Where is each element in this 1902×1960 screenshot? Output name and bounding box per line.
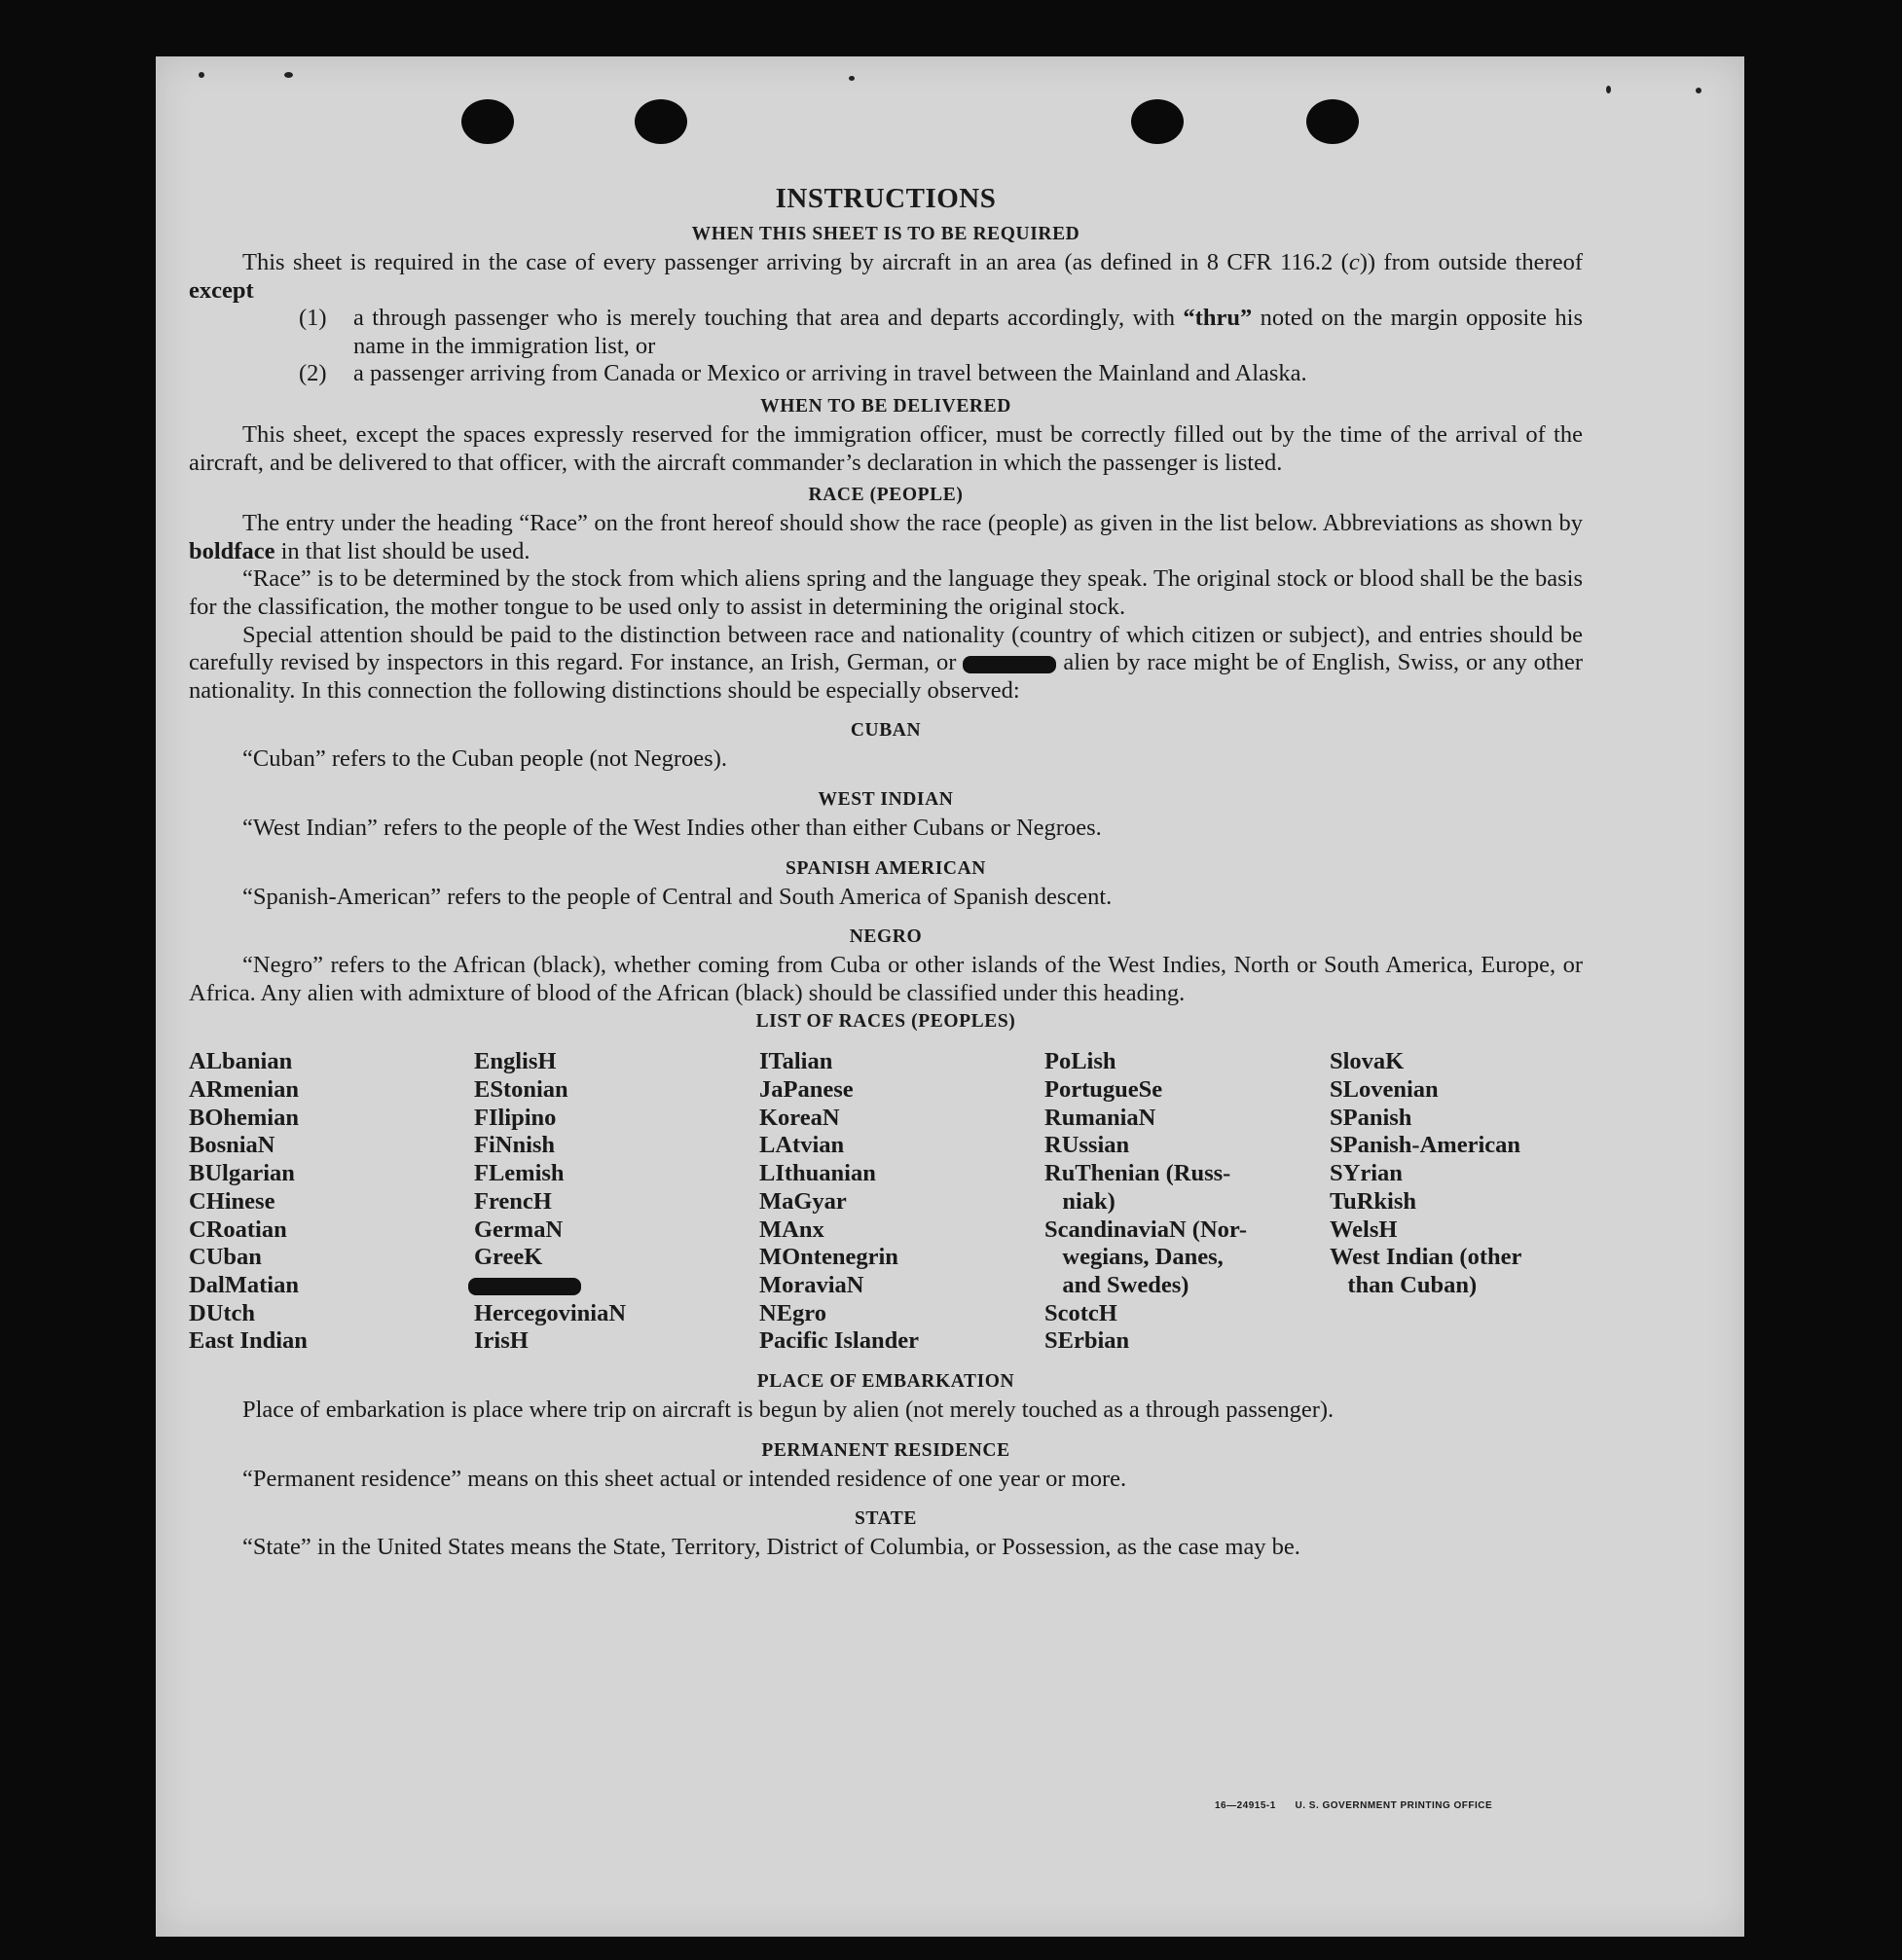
race-entry: FrencH	[474, 1187, 552, 1215]
section-heading: PERMANENT RESIDENCE	[761, 1439, 1010, 1461]
race-column	[1330, 1048, 1583, 1356]
text: boldface	[189, 537, 275, 564]
race-entry: SYrian	[1330, 1160, 1403, 1187]
text: “thru”	[1183, 305, 1253, 332]
race-entry: RuThenian (Russ-	[1044, 1160, 1231, 1187]
race-column	[189, 1048, 474, 1356]
paragraph	[189, 249, 1583, 305]
race-entry: MaGyar	[759, 1187, 847, 1215]
speck	[199, 72, 204, 78]
race-list	[189, 1048, 1583, 1356]
race-entry: EnglisH	[474, 1048, 557, 1075]
race-entry: MOntenegrin	[759, 1244, 898, 1271]
race-entry: EStonian	[474, 1075, 568, 1103]
race-entry: GreeK	[474, 1244, 543, 1271]
race-entry: MAnx	[759, 1216, 824, 1243]
race-entry: PortugueSe	[1044, 1075, 1163, 1103]
race-entry: RUssian	[1044, 1132, 1130, 1159]
list-item	[189, 360, 1583, 388]
race-entry: LIthuanian	[759, 1160, 876, 1187]
race-entry: IrisH	[474, 1327, 529, 1355]
instructions-content	[189, 181, 1583, 1562]
text: Special attention should be paid to the distinction between race and nationality (country of which citizen or subject), and entries should be carefully revised by inspectors in this regard. For instance, an Irish, German, or	[189, 621, 1583, 676]
redaction-mark	[468, 1278, 581, 1295]
speck	[1696, 88, 1701, 93]
race-entry: BOhemian	[189, 1104, 299, 1131]
race-entry: DUtch	[189, 1299, 256, 1326]
race-entry: ALbanian	[189, 1048, 293, 1075]
race-entry: CUban	[189, 1244, 262, 1271]
race-entry: ScandinaviaN (Nor-	[1044, 1216, 1248, 1243]
race-entry: SLovenian	[1330, 1075, 1439, 1103]
race-entry: HercegoviniaN	[474, 1299, 627, 1326]
race-entry: JaPanese	[759, 1075, 854, 1103]
paragraph: “Race” is to be determined by the stock from which aliens spring and the language they speak. The original stock or blood shall be the basis for the classification, the mother tongue to be used only to assist in determining the original stock.	[189, 565, 1583, 620]
race-entry: and Swedes)	[1044, 1271, 1189, 1298]
paragraph: “Permanent residence” means on this sheet actual or intended residence of one year or more.	[242, 1465, 1127, 1492]
punch-hole	[1131, 99, 1184, 144]
section-heading: WHEN THIS SHEET IS TO BE REQUIRED	[691, 224, 1080, 244]
section-heading: NEGRO	[849, 926, 923, 948]
paragraph: “State” in the United States means the State, Territory, District of Columbia, or Possession, as the case may be.	[242, 1534, 1300, 1561]
paragraph: “Cuban” refers to the Cuban people (not Negroes).	[242, 745, 727, 773]
text: The entry under the heading “Race” on the front hereof should show the race (people) as given in the list below. Abbreviations as shown by	[242, 510, 1583, 537]
race-column	[759, 1048, 1044, 1356]
race-entry: KoreaN	[759, 1104, 840, 1131]
redaction-mark	[963, 656, 1056, 673]
text: This sheet is required in the case of every passenger arriving by aircraft in an area (as defined in 8 CFR 116.2 (	[242, 249, 1349, 275]
race-entry: FIlipino	[474, 1104, 557, 1131]
item-text	[353, 305, 1583, 360]
race-entry: RumaniaN	[1044, 1104, 1156, 1131]
race-entry: SPanish	[1330, 1104, 1412, 1131]
printer-name: U. S. GOVERNMENT PRINTING OFFICE	[1295, 1800, 1493, 1811]
race-entry: ScotcH	[1044, 1299, 1117, 1326]
race-entry: LAtvian	[759, 1132, 845, 1159]
paragraph	[189, 510, 1583, 565]
item-text: a passenger arriving from Canada or Mexico or arriving in travel between the Mainland and Alaska.	[353, 360, 1307, 387]
speck	[849, 76, 855, 81]
text: )) from outside thereof	[1359, 249, 1583, 275]
speck	[1606, 86, 1611, 93]
section-heading: CUBAN	[850, 720, 922, 742]
section-heading: PLACE OF EMBARKATION	[756, 1371, 1015, 1393]
list-item	[189, 305, 1583, 360]
race-entry: TuRkish	[1330, 1187, 1417, 1215]
punch-hole	[1306, 99, 1359, 144]
race-entry: wegians, Danes,	[1044, 1244, 1224, 1271]
section-heading: STATE	[854, 1508, 918, 1530]
section-heading: RACE (PEOPLE)	[808, 485, 964, 506]
race-entry: MoraviaN	[759, 1271, 864, 1298]
punch-hole	[461, 99, 514, 144]
race-entry: GermaN	[474, 1216, 564, 1243]
item-number: (2)	[299, 360, 327, 387]
form-number: 16—24915-1	[1215, 1800, 1276, 1811]
printer-footnote	[1215, 1800, 1492, 1811]
paragraph	[189, 622, 1583, 706]
race-entry: SlovaK	[1330, 1048, 1405, 1075]
race-entry: BUlgarian	[189, 1160, 295, 1187]
text: alien by race might be of English, Swiss, or any other nationality. In this connection the following distinctions should be especially observed:	[189, 649, 1583, 704]
text: in that list should be used.	[274, 537, 530, 564]
paragraph: “Spanish-American” refers to the people of Central and South America of Spanish descent.	[242, 883, 1113, 910]
race-entry: DalMatian	[189, 1271, 299, 1298]
paragraph: “West Indian” refers to the people of the West Indies other than either Cubans or Negroes.	[242, 814, 1102, 841]
race-entry: SPanish-American	[1330, 1132, 1520, 1159]
text: except	[189, 276, 254, 304]
page-title: INSTRUCTIONS	[775, 183, 997, 214]
race-entry: BosniaN	[189, 1132, 275, 1159]
text: noted on the margin opposite his name in the immigration list, or	[353, 305, 1583, 359]
section-heading: LIST OF RACES (PEOPLES)	[755, 1011, 1016, 1033]
race-entry: Pacific Islander	[759, 1327, 919, 1355]
race-column	[1044, 1048, 1330, 1356]
race-entry: ARmenian	[189, 1075, 299, 1103]
paragraph: Place of embarkation is place where trip on aircraft is begun by alien (not merely touched as a through passenger).	[242, 1397, 1335, 1424]
race-entry: West Indian (other	[1330, 1244, 1522, 1271]
race-entry: ITalian	[759, 1048, 833, 1075]
race-entry: CRoatian	[189, 1216, 287, 1243]
race-entry: East Indian	[189, 1327, 308, 1355]
section-heading: SPANISH AMERICAN	[786, 857, 986, 879]
paragraph: This sheet, except the spaces expressly reserved for the immigration officer, must be correctly filled out by the time of the arrival of the aircraft, and be delivered to that officer, with the aircraft commander’s declaration in which the passenger is listed.	[189, 420, 1583, 476]
section-heading: WHEN TO BE DELIVERED	[760, 395, 1011, 417]
race-entry: FLemish	[474, 1160, 565, 1187]
section-heading: WEST INDIAN	[818, 788, 954, 810]
race-entry: niak)	[1044, 1187, 1116, 1215]
text: c	[1348, 249, 1360, 275]
document-sheet	[156, 56, 1744, 1937]
race-entry	[474, 1272, 759, 1300]
race-entry: SErbian	[1044, 1327, 1130, 1355]
race-entry: FiNnish	[474, 1132, 556, 1159]
text: a through passenger who is merely touching that area and departs accordingly, with	[353, 305, 1184, 332]
item-number: (1)	[299, 305, 327, 332]
race-entry: CHinese	[189, 1187, 275, 1215]
race-entry: WelsH	[1330, 1216, 1398, 1243]
race-entry: PoLish	[1044, 1048, 1116, 1075]
race-column	[474, 1048, 759, 1356]
speck	[284, 72, 293, 78]
race-entry: NEgro	[759, 1299, 826, 1326]
race-entry: than Cuban)	[1330, 1271, 1478, 1298]
paragraph: “Negro” refers to the African (black), whether coming from Cuba or other islands of the West Indies, North or South America, Europe, or Africa. Any alien with admixture of blood of the African (black) should be classified under this heading.	[189, 952, 1583, 1006]
punch-hole	[635, 99, 687, 144]
